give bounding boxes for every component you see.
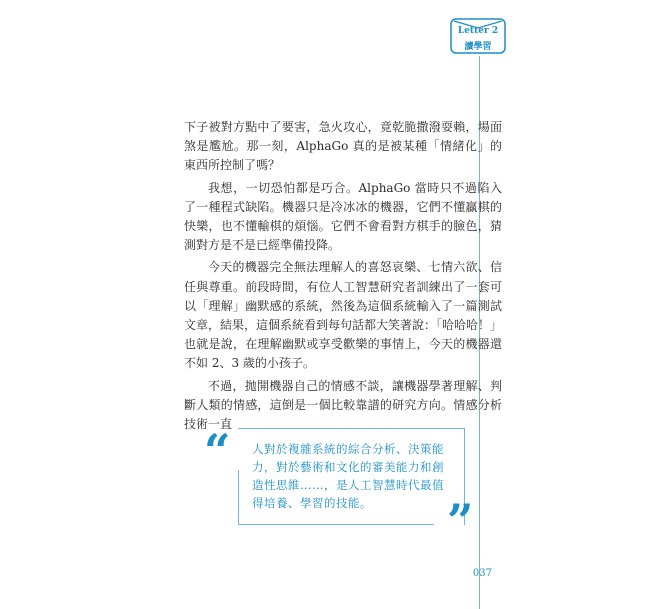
paragraph-4: 不過，拋開機器自己的情感不談，讓機器學著理解、判斷人類的情感，這倒是一個比較靠譜的研究方向。情感分析技術一直	[184, 378, 502, 432]
quote-box-bottom-edge	[238, 524, 434, 525]
open-quote-icon: “	[204, 424, 231, 478]
close-quote-icon: ”	[447, 494, 474, 548]
quote-box-left-edge	[238, 470, 239, 524]
body-text	[184, 118, 502, 434]
badge-letter-label: Letter 2	[457, 26, 499, 36]
badge-section-label: 讀學習	[464, 42, 492, 52]
pull-quote: 人對於複雜系統的綜合分析、決策能力，對於藝術和文化的審美能力和創造性思維……，是人工智慧時代最值得培養、學習的技能。	[252, 442, 444, 510]
page-number: 037	[472, 568, 492, 579]
paragraph-3: 今天的機器完全無法理解人的喜怒哀樂、七情六欲、信任與尊重。前段時間，有位人工智慧研究者訓練出了一套可以「理解」幽默感的系統，然後為這個系統輸入了一篇測試文章，結果，這個系統看到每句話都大笑著說：「哈哈哈！」也就是說，在理解幽默或享受歡樂的事情上，今天的機器還不如 2、3 歲的小孩子。	[184, 260, 503, 371]
paragraph-1: 下子被對方點中了要害，急火攻心，竟乾脆撒潑耍賴，場面煞是尷尬。那一刻，AlphaGo 真的是被某種「情緒化」的東西所控制了嗎？	[184, 120, 502, 173]
chapter-badge	[450, 18, 506, 54]
paragraph-2: 我想，一切恐怕都是巧合。AlphaGo 當時只不過陷入了一種程式缺陷。機器只是冷冰冰的機器，它們不懂贏棋的快樂，也不懂輸棋的煩惱。它們不會看對方棋手的臉色，猜測對方是不是已經準備投降。	[184, 180, 502, 253]
